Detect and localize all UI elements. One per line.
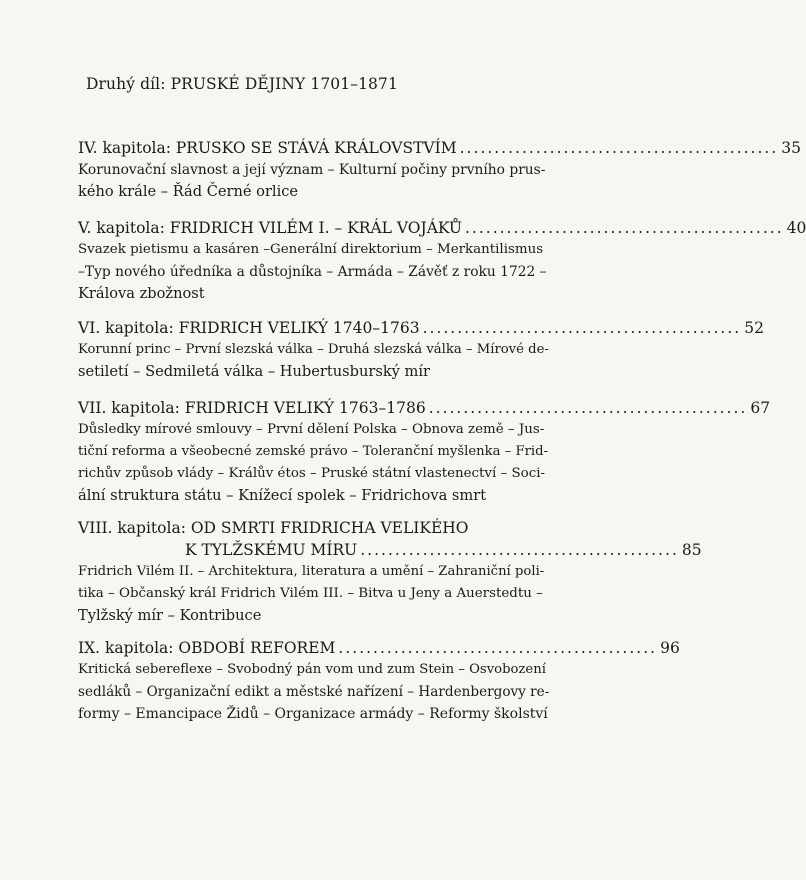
summary-line: Králova zbožnost — [78, 285, 205, 302]
chapter-entry-ix — [78, 637, 680, 725]
chapter-page-number: 96 — [660, 639, 680, 657]
chapter-title: IX. kapitola: OBDOBÍ REFOREM — [78, 639, 336, 657]
chapter-page-number: 67 — [750, 399, 771, 417]
chapter-title: VIII. kapitola: OD SMRTI FRIDRICHA VELIKÉHO — [78, 519, 469, 537]
summary-line: tiční reforma a všeobecné zemské právo – Toleranční myšlenka – Frid- — [78, 444, 549, 459]
leader-dots: .............................................. — [338, 639, 658, 657]
chapter-summary — [78, 419, 548, 507]
chapter-title: V. kapitola: FRIDRICH VILÉM I. – KRÁL VOJÁKŮ — [78, 219, 462, 237]
chapter-entry-iv — [78, 137, 802, 203]
chapter-title: VII. kapitola: FRIDRICH VELIKÝ 1763–1786 — [78, 399, 426, 417]
summary-line: Svazek pietismu a kasáren –Generální direktorium – Merkantilismus — [78, 242, 544, 257]
summary-line: Korunovační slavnost a její význam – Kulturní počiny prvního prus- — [78, 162, 546, 178]
chapter-heading — [78, 217, 806, 239]
summary-line: Korunní princ – První slezská válka – Druhá slezská válka – Mírové de- — [78, 342, 549, 357]
summary-line: tika – Občanský král Fridrich Vilém III. – Bitva u Jeny a Auerstedtu – — [78, 586, 543, 601]
chapter-heading — [78, 137, 802, 159]
chapter-heading — [78, 317, 764, 339]
leader-dots: .............................................. — [360, 541, 679, 559]
chapter-entry-viii — [78, 517, 702, 627]
summary-line: Důsledky mírové smlouvy – První dělení Polska – Obnova země – Jus- — [78, 422, 545, 437]
chapter-heading — [78, 397, 771, 419]
summary-line: Tylžský mír – Kontribuce — [78, 607, 262, 624]
chapter-summary — [78, 561, 548, 627]
chapter-title: IV. kapitola: PRUSKO SE STÁVÁ KRÁLOVSTVÍM — [78, 139, 457, 157]
chapter-page-number: 52 — [744, 319, 764, 337]
chapter-page-number: 85 — [681, 541, 702, 559]
chapter-entry-v — [78, 217, 806, 305]
chapter-entry-vii — [78, 397, 771, 507]
part-title: Druhý díl: PRUSKÉ DĚJINY 1701–1871 — [86, 75, 398, 93]
chapter-page-number: 35 — [781, 139, 802, 157]
chapter-summary — [78, 159, 548, 203]
leader-dots: .............................................. — [459, 139, 779, 157]
chapter-title-line2: K TYLŽSKÉMU MÍRU — [185, 541, 358, 559]
chapter-entry-vi — [78, 317, 764, 383]
leader-dots: .............................................. — [428, 399, 748, 417]
chapter-page-number: 40 — [786, 219, 806, 237]
summary-line: –Typ nového úředníka a důstojníka – Armáda – Závěť z roku 1722 – — [78, 264, 547, 280]
summary-line: ální struktura státu – Knížecí spolek – Fridrichova smrt — [78, 487, 487, 504]
summary-line: Kritická sebereflexe – Svobodný pán vom und zum Stein – Osvobození — [78, 662, 546, 677]
chapter-heading — [78, 517, 702, 561]
chapter-summary — [78, 239, 548, 305]
chapter-title: VI. kapitola: FRIDRICH VELIKÝ 1740–1763 — [78, 319, 420, 337]
chapter-title-continuation — [78, 539, 702, 561]
chapter-summary — [78, 659, 548, 725]
summary-line: formy – Emancipace Židů – Organizace armády – Reformy školství — [78, 706, 548, 722]
leader-dots: .............................................. — [465, 219, 784, 237]
summary-line: setiletí – Sedmiletá válka – Hubertusburský mír — [78, 363, 431, 380]
summary-line: Fridrich Vilém II. – Architektura, literatura a umění – Zahraniční poli- — [78, 564, 545, 579]
leader-dots: .............................................. — [422, 319, 742, 337]
summary-line: richův způsob vlády – Králův étos – Pruské státní vlastenectví – Soci- — [78, 466, 546, 481]
chapter-summary — [78, 339, 548, 383]
summary-line: sedláků – Organizační edikt a městské nařízení – Hardenbergovy re- — [78, 684, 550, 700]
chapter-heading — [78, 637, 680, 659]
summary-line: kého krále – Řád Černé orlice — [78, 183, 299, 200]
